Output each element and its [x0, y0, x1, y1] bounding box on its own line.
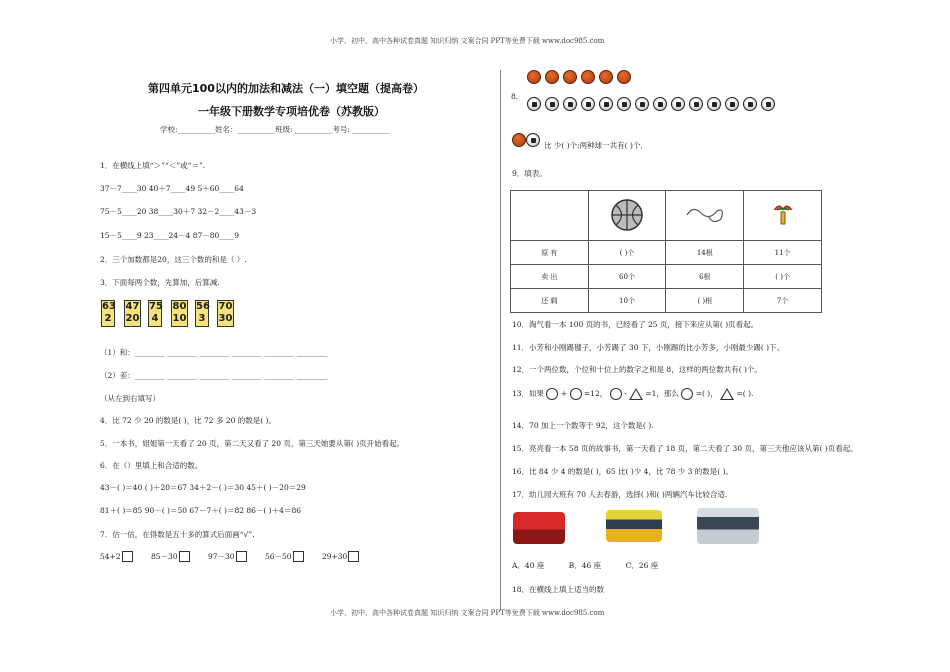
table-row	[511, 191, 822, 241]
triangle-icon	[720, 388, 734, 400]
red-bus-image	[513, 512, 565, 544]
soccer-ball-icon	[653, 97, 667, 111]
soccer-ball-icon	[527, 97, 541, 111]
table-cell: 6根	[666, 265, 744, 289]
table-cell	[744, 191, 822, 241]
number-card: 63 2	[101, 300, 115, 327]
soccer-ball-icon	[545, 97, 559, 111]
soccer-ball-icon	[689, 97, 703, 111]
question-8-text: 比 少( )个;两种球一共有( )个.	[544, 141, 643, 150]
table-cell: 原 有	[511, 241, 589, 265]
basketball-icon	[545, 70, 559, 84]
estimate-expression: 54+2	[100, 552, 121, 561]
yellow-bus-image	[606, 510, 662, 542]
soccer-ball-icon	[526, 133, 540, 147]
circle-icon	[546, 388, 558, 400]
table-cell: 14根	[666, 241, 744, 265]
page-header: 小学、初中、高中各种试卷真题 知识归纳 文案合同 PPT等免费下载 www.doc985.com	[330, 37, 605, 45]
question-6: 6．在（）里填上和合适的数。	[100, 461, 203, 470]
circle-icon	[610, 388, 622, 400]
table-cell: 10个	[588, 289, 666, 313]
question-7: 7．估一估，在得数是五十多的算式后面画“√”.	[100, 530, 255, 539]
page-footer: 小学、初中、高中各种试卷真题 知识归纳 文案合同 PPT等免费下载 www.doc985.com	[330, 609, 605, 617]
soccer-ball-icon	[635, 97, 649, 111]
question-17: 17．幼儿园大班有 70 人去春游，选择( )和( )两辆汽车比较合适.	[512, 490, 728, 499]
question-1-row-3: 15－5____9 23____24－4 87－80____9	[100, 231, 240, 240]
table-cell: ( )个	[744, 265, 822, 289]
q13-text: -	[624, 389, 627, 398]
table-cell: 11个	[744, 241, 822, 265]
student-info-line: 学校:__________姓名：__________班级: __________考号: __________	[160, 125, 390, 134]
fill-table	[510, 190, 822, 313]
basketball-icon	[599, 70, 613, 84]
question-13	[512, 388, 753, 400]
answer-box[interactable]	[179, 551, 190, 562]
question-5: 5．一本书，姐姐第一天看了 20 页，第二天又看了 20 页，第三天她要从第( )页开始看起。	[100, 439, 405, 448]
basketball-icon	[512, 133, 526, 147]
question-1-row-2: 75－5____20 38____30＋7 32－2____43－3	[100, 207, 257, 216]
answer-box[interactable]	[122, 551, 133, 562]
table-cell: ( )个	[588, 241, 666, 265]
question-18: 18．在横线上填上适当的数	[512, 585, 605, 594]
question-6-row-2: 81＋( )＝85 90－( )＝50 67－7＋( )＝82 86－( )＋4＝86	[100, 506, 301, 515]
table-cell	[588, 191, 666, 241]
shuttlecock-icon	[768, 200, 798, 230]
q13-text: =1，那么	[645, 389, 679, 398]
answer-box[interactable]	[236, 551, 247, 562]
triangle-icon	[629, 388, 643, 400]
number-card: 56 3	[195, 300, 209, 327]
number-card: 75 4	[148, 300, 162, 327]
page-title: 第四单元100以内的加法和减法（一）填空题（提高卷）	[148, 82, 424, 95]
basketball-icon	[617, 70, 631, 84]
question-14: 14．70 加上一个数等于 92，这个数是( ).	[512, 421, 654, 430]
rope-icon	[683, 203, 727, 227]
estimate-expression: 56－50	[264, 552, 292, 561]
soccer-ball-row	[527, 97, 779, 113]
number-card: 70 30	[217, 300, 234, 327]
soccer-ball-icon	[581, 97, 595, 111]
table-cell	[511, 191, 589, 241]
q13-text: =12，	[583, 389, 608, 398]
question-1-row-1: 37－7____30 40＋7____49 5＋60____64	[100, 184, 244, 193]
page-subtitle: 一年级下册数学专项培优卷（苏教版）	[198, 105, 385, 118]
table-cell	[666, 191, 744, 241]
question-16: 16．比 84 少 4 的数是( )，65 比( )少 4，比 78 少 3 的数是( )。	[512, 467, 734, 476]
question-17-options	[512, 560, 658, 571]
basketball-row	[527, 70, 635, 86]
column-divider	[500, 70, 501, 610]
gray-bus-image	[697, 508, 759, 544]
question-15: 15．亮亮看一本 58 页的故事书，第一天看了 18 页，第二天看了 30 页，第三天他应该从第( )页看起。	[512, 444, 858, 453]
table-row	[511, 289, 822, 313]
question-11: 11．小芳和小刚踢毽子，小芳踢了 30 下，小刚踢的比小芳多，小刚最少踢( )下。	[512, 343, 785, 352]
soccer-ball-icon	[617, 97, 631, 111]
soccer-ball-icon	[761, 97, 775, 111]
question-3-sum: （1）和：________ ________ ________ ________ ________ ________	[100, 348, 327, 357]
number-card: 47 20	[124, 300, 141, 327]
table-cell: ( )根	[666, 289, 744, 313]
circle-icon	[570, 388, 582, 400]
soccer-ball-icon	[563, 97, 577, 111]
question-3-difference: （2）差：________ ________ ________ ________ ________ ________	[100, 371, 327, 380]
table-cell: 7个	[744, 289, 822, 313]
question-4: 4．比 72 少 20 的数是( )，比 72 多 20 的数是( )。	[100, 416, 276, 425]
q13-text: =( ).	[736, 389, 754, 398]
question-8	[512, 133, 540, 147]
question-7-items	[100, 551, 359, 562]
table-row	[511, 241, 822, 265]
q13-text: 13．如果	[512, 389, 545, 398]
q13-text: +	[560, 389, 568, 398]
soccer-ball-icon	[725, 97, 739, 111]
answer-box[interactable]	[348, 551, 359, 562]
question-12: 12．一个两位数，个位和十位上的数字之和是 8，这样的两位数共有( )个。	[512, 365, 762, 374]
table-cell: 60个	[588, 265, 666, 289]
question-8-label: 8.	[511, 92, 519, 101]
soccer-ball-icon	[707, 97, 721, 111]
estimate-expression: 29+30	[321, 552, 348, 561]
basketball-icon	[581, 70, 595, 84]
option-b[interactable]: B．46 座	[568, 561, 602, 570]
question-9: 9．填表。	[512, 169, 547, 178]
estimate-expression: 97－30	[207, 552, 235, 561]
option-c[interactable]: C．26 座	[625, 561, 659, 570]
table-cell: 还 剩	[511, 289, 589, 313]
basketball-icon	[527, 70, 541, 84]
question-3: 3．下面每两个数，先算加，后算减.	[100, 278, 220, 287]
table-row	[511, 265, 822, 289]
soccer-ball-icon	[599, 97, 613, 111]
soccer-ball-icon	[671, 97, 685, 111]
number-card: 80 10	[171, 300, 188, 327]
table-cell: 卖 出	[511, 265, 589, 289]
question-6-row-1: 43－( )＝40 ( )＋20＝67 34＋2－( )＝30 45＋( )－20＝29	[100, 483, 306, 492]
basketball-icon	[610, 198, 644, 232]
question-1: 1．在横线上填“＞”“＜”或“＝”.	[100, 161, 206, 170]
circle-icon	[681, 388, 693, 400]
answer-box[interactable]	[293, 551, 304, 562]
question-3-note: （从左到右填写）	[100, 394, 160, 403]
q13-text: =( )，	[695, 389, 718, 398]
question-10: 10．淘气看一本 100 页的书，已经看了 25 页，接下来应从第( )页看起。	[512, 320, 759, 329]
estimate-expression: 85－30	[151, 552, 178, 561]
question-2: 2．三个加数都是20，这三个数的和是（ ）.	[100, 255, 247, 264]
basketball-icon	[563, 70, 577, 84]
soccer-ball-icon	[743, 97, 757, 111]
option-a[interactable]: A．40 座	[512, 561, 545, 570]
